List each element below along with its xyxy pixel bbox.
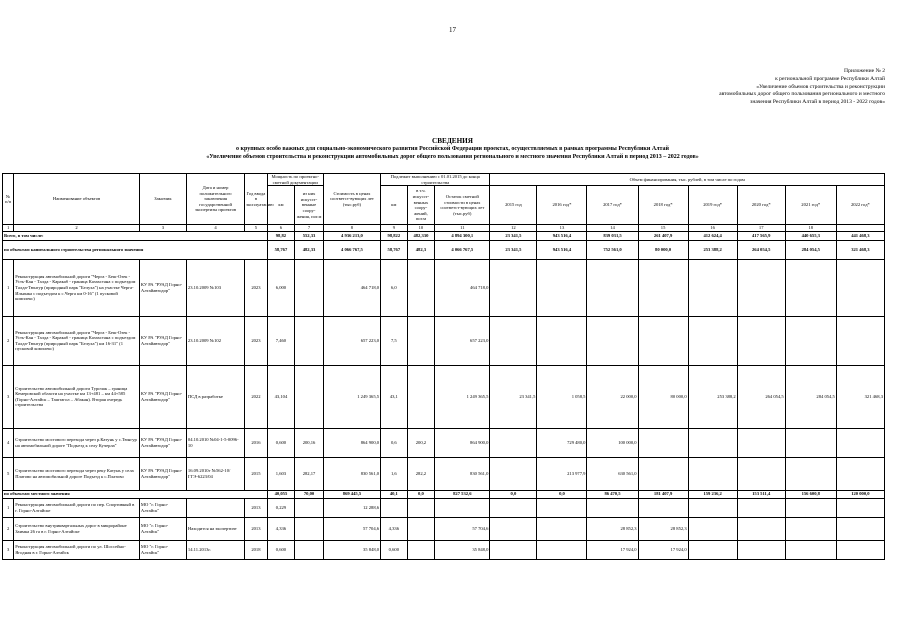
year-amount: 17 924,0 [587,540,638,559]
header-year-cell: 2021 год* [785,186,836,225]
header-year-cell: 2015 год [490,186,537,225]
header-cell: Год ввода в эксплуатацию [245,174,267,225]
year-amount: 284 054,5 [785,365,836,428]
year-amount: 100 000,0 [587,428,638,457]
header-cell: Подлежит выполнению с 01.01.2015 до конца строительства [381,174,490,186]
row-number: 2 [3,517,14,540]
column-number-cell: 13 [537,225,587,232]
year-amount [490,457,537,490]
project-km: 4,336 [267,517,295,540]
year-amount [537,259,587,316]
summary-value: 156 600,8 [785,490,836,498]
year-amount [737,517,785,540]
project-name: Строительство внутриквартальных дорог в микрорайоне Заимка 26 га в г. Горно-Алтайске [14,517,140,540]
header-cell: в т.ч. искусст-венных соору-жений, пог.м [407,186,435,225]
summary-value: 40,055 [267,490,295,498]
project-km: 0,600 [267,540,295,559]
header-cell: км [267,186,295,225]
project-year: 2016 [245,428,267,457]
summary-value: 264 054,5 [737,240,785,259]
summary-value: 58,767 [267,240,295,259]
header-cell: Дата и номер положительного заключения государственной экспертизы проектов [186,174,244,225]
summary-label: по объектам капитального строительства регионального значения [3,240,268,259]
summary-value: 869 445,5 [323,490,380,498]
summary-value: 70,00 [295,490,324,498]
remain-structures [407,540,435,559]
project-km: 7,460 [267,316,295,365]
project-structures [295,540,324,559]
document-subtitle: о крупных особо важных для социально-экономического развития Российской Федерации проектах, осуществляемых в рамках программы Республики Алтай [236,146,669,153]
document-subtitle: «Увеличение объемов строительства и реконструкции автомобильных дорог общего пользования регионального и местного значения Республики Алтай в период 2013 – 2022 годов» [206,154,699,161]
year-amount: 17 924,0 [638,540,688,559]
summary-value: 552,33 [295,231,324,240]
column-number-cell: 7 [295,225,324,232]
header-cell: Объем финансирования, тыс. рублей, в том числе по годам [490,174,885,186]
row-number: 2 [3,316,14,365]
column-number-cell: 2 [14,225,140,232]
remain-structures [407,498,435,517]
project-row [3,259,885,316]
header-year-cell: 2022 год* [836,186,884,225]
project-customer: КУ РА "РУАД Горно-Алтайавтодор" [139,457,186,490]
total-row [3,231,885,240]
project-expertise: 23.10.2009 №103 [186,259,244,316]
year-amount [688,316,737,365]
project-year: 2013 [245,517,267,540]
column-number-cell: 18 [785,225,836,232]
appendix-line: к региональной программе Республики Алтай [775,75,885,82]
project-row [3,540,885,559]
appendix-block [595,68,885,107]
year-amount: 28 852,3 [587,517,638,540]
year-amount [737,428,785,457]
project-expertise: Находится на экспертизе [186,517,244,540]
year-amount [638,428,688,457]
year-amount [490,259,537,316]
project-year: 2023 [245,316,267,365]
header-year-cell: 2018 год* [638,186,688,225]
header-cell: Заказчик [139,174,186,225]
column-number-cell: 15 [638,225,688,232]
summary-value: 482,3 [407,240,435,259]
year-amount [785,316,836,365]
year-amount [785,540,836,559]
year-amount: 630 561,0 [587,457,638,490]
header-cell: Наименование объектов [14,174,140,225]
project-name: Строительство мостового перехода через р.Катунь у с.Тюнгур на автомобильной дороге "Подъезд к селу Кучерла" [14,428,140,457]
remain-cost: 35 848,0 [435,540,490,559]
year-amount [638,498,688,517]
column-number-cell: 12 [490,225,537,232]
summary-value: 98,82 [267,231,295,240]
summary-value: 0,0 [407,490,435,498]
year-amount [688,428,737,457]
header-cell: км [381,186,408,225]
project-customer: МО "г. Горно-Алтайск" [139,540,186,559]
project-expertise: ПСД в разработке [186,365,244,428]
summary-value: 261 407,9 [638,231,688,240]
project-structures: 200,16 [295,428,324,457]
summary-value: 23 341,5 [490,240,537,259]
document-title: СВЕДЕНИЯ [432,137,473,145]
year-amount [836,498,884,517]
year-amount: 28 852,3 [638,517,688,540]
page-number: 17 [449,26,456,34]
project-name: Реконструкция автомобильной дороги по ул. Шоссейно-Ягодная в г. Горно-Алтайск [14,540,140,559]
project-customer: КУ РА "РУАД Горно-Алтайавтодор" [139,365,186,428]
project-structures [295,365,324,428]
summary-value: 839 031,5 [587,231,638,240]
project-structures [295,517,324,540]
remain-structures [407,365,435,428]
year-amount [688,259,737,316]
year-amount: 22 000,0 [587,365,638,428]
project-year: 2013 [245,498,267,517]
column-number-cell: 14 [587,225,638,232]
project-customer: КУ РА "РУАД Горно-Алтайавтодор" [139,428,186,457]
column-number-cell: 11 [435,225,490,232]
project-cost: 657 223,0 [323,316,380,365]
summary-value: 86 470,5 [587,490,638,498]
year-amount [836,259,884,316]
summary-value: 441 468,3 [836,231,884,240]
year-amount [490,540,537,559]
project-row [3,316,885,365]
year-amount [490,517,537,540]
year-amount [587,316,638,365]
year-amount [537,316,587,365]
remain-km: 1,6 [381,457,408,490]
summary-value: 0,0 [537,490,587,498]
year-amount [737,259,785,316]
summary-value: 159 236,2 [688,490,737,498]
year-amount [785,498,836,517]
summary-value: 482,33 [295,240,324,259]
project-customer: КУ РА "РУАД Горно-Алтайавтодор" [139,259,186,316]
project-cost: 1 249 365,5 [323,365,380,428]
projects-table [2,173,885,560]
remain-structures [407,259,435,316]
summary-value: 58,767 [381,240,408,259]
column-number-cell: 10 [407,225,435,232]
summary-value: 412 624,4 [688,231,737,240]
header-year-cell: 2019 год* [688,186,737,225]
remain-km [381,498,408,517]
summary-value: 943 516,4 [537,231,587,240]
project-cost: 12 288,6 [323,498,380,517]
year-amount [490,316,537,365]
summary-value: 321 468,3 [836,240,884,259]
year-amount: 264 054,5 [737,365,785,428]
year-amount [638,259,688,316]
year-amount [537,517,587,540]
year-amount [737,316,785,365]
project-km: 6,000 [267,259,295,316]
year-amount [785,517,836,540]
row-number: 3 [3,365,14,428]
year-amount [537,498,587,517]
summary-value: 4 936 213,0 [323,231,380,240]
column-number-cell: 1 [3,225,14,232]
year-amount [836,316,884,365]
remain-cost: 657 223,0 [435,316,490,365]
header-year-cell: 2016 год* [537,186,587,225]
project-year: 2023 [245,259,267,316]
remain-cost: 830 561,0 [435,457,490,490]
appendix-line: автомобильных дорог общего пользования регионального и местного [719,91,885,98]
project-cost: 464 718,0 [323,259,380,316]
project-name: Реконструкция автомобильной дороги по пер. Спортивный в г. Горно-Алтайске [14,498,140,517]
header-cell: № п/п [3,174,14,225]
summary-label: по объектам местного значения [3,490,268,498]
year-amount [836,457,884,490]
year-amount: 253 388,2 [688,365,737,428]
year-amount [737,540,785,559]
project-row [3,517,885,540]
year-amount [638,316,688,365]
summary-value: 943 516,4 [537,240,587,259]
project-year: 2018 [245,540,267,559]
remain-cost: 464 718,0 [435,259,490,316]
column-number-cell: 9 [381,225,408,232]
remain-cost [435,498,490,517]
row-number: 1 [3,259,14,316]
remain-km: 0,6 [381,428,408,457]
summary-value: 482,330 [407,231,435,240]
project-expertise: 04.10.2010 №04-1-5-0096-10 [186,428,244,457]
remain-structures: 200,2 [407,428,435,457]
remain-structures [407,517,435,540]
column-number-cell: 6 [267,225,295,232]
project-name: Реконструкция автомобильной дороги "Черга - Беш-Озек - Усть-Кан - Талда - Каракаб - граница Казахстана с подъездом Талда-Тюнгур (природный парк "Белуха") на участке Черга-Ильинка с подъездом к с.Черга км 0-16" (1 пусковой комплекс) [14,259,140,316]
remain-cost: 1 249 365,5 [435,365,490,428]
year-amount [785,259,836,316]
summary-value: 80 000,0 [638,240,688,259]
header-cell: Стоимость в ценах соответст-вующих лет (тыс.руб) [323,174,380,225]
summary-value: 0,0 [490,490,537,498]
summary-value: 4 066 767,5 [435,240,490,259]
header-cell: из них искусст-венные соору-жения, пог.м [295,186,324,225]
project-cost: 35 848,0 [323,540,380,559]
year-amount [737,457,785,490]
year-amount [638,457,688,490]
year-amount [836,428,884,457]
summary-value: 417 565,9 [737,231,785,240]
year-amount [688,457,737,490]
project-expertise [186,498,244,517]
header-year-cell: 2020 год* [737,186,785,225]
column-number-cell: 8 [323,225,380,232]
summary-value: 4 894 300,1 [435,231,490,240]
project-km: 0,600 [267,428,295,457]
project-km: 43,104 [267,365,295,428]
project-row [3,365,885,428]
year-amount [688,498,737,517]
summary-value: 752 561,0 [587,240,638,259]
project-km: 0,229 [267,498,295,517]
project-customer: МО "г. Горно-Алтайск" [139,517,186,540]
project-structures [295,259,324,316]
year-amount [587,259,638,316]
project-row [3,428,885,457]
summary-value: 253 388,2 [688,240,737,259]
remain-cost: 57 704,6 [435,517,490,540]
column-number-cell [836,225,884,232]
year-amount [537,540,587,559]
project-expertise: 16.09.2010г №562-10/ГГЭ-6223/04 [186,457,244,490]
project-structures [295,316,324,365]
summary-value: 4 066 767,5 [323,240,380,259]
project-structures [295,498,324,517]
summary-value: 153 511,4 [737,490,785,498]
year-amount: 80 000,0 [638,365,688,428]
remain-km: 43,1 [381,365,408,428]
remain-cost: 864 900,0 [435,428,490,457]
year-amount [688,540,737,559]
year-amount: 321 468,3 [836,365,884,428]
appendix-line: Приложение № 2 [844,68,885,74]
column-number-cell: 3 [139,225,186,232]
capital-row [3,240,885,259]
project-row [3,498,885,517]
project-cost: 57 704,6 [323,517,380,540]
project-customer: МО "г. Горно-Алтайск" [139,498,186,517]
year-amount: 1 058,5 [537,365,587,428]
appendix-line: значения Республики Алтай в период 2013 - 2022 годов» [750,99,885,106]
summary-label: Всего, в том числе: [3,231,268,240]
header-cell: Мощность по проектно-сметной документации [267,174,323,186]
header-year-cell: 2017 год* [587,186,638,225]
row-number: 5 [3,457,14,490]
remain-structures [407,316,435,365]
column-number-cell: 17 [737,225,785,232]
project-name: Строительство автомобильной дороги Турочак – граница Кемеровской области на участке км 13+481 – км 44+585 (Горно-Алтайск – Таштагол – Абакан). Вторая очередь строительства [14,365,140,428]
summary-value: 98,822 [381,231,408,240]
project-expertise: 14.11.2013г. [186,540,244,559]
year-amount [490,498,537,517]
column-number-row [3,225,885,232]
column-number-cell: 5 [245,225,267,232]
remain-km: 6,0 [381,259,408,316]
year-amount [836,517,884,540]
year-amount [587,498,638,517]
project-expertise: 23.10.2009 №102 [186,316,244,365]
year-amount [836,540,884,559]
column-number-cell: 16 [688,225,737,232]
remain-km: 0,600 [381,540,408,559]
project-km: 1,603 [267,457,295,490]
summary-value: 440 655,3 [785,231,836,240]
remain-km: 4,336 [381,517,408,540]
document-heading [0,137,905,162]
row-number: 4 [3,428,14,457]
header-cell: Остаток сметной стоимости в ценах соответст-вующих лет (тыс.руб) [435,186,490,225]
year-amount: 729 480,0 [537,428,587,457]
year-amount [785,428,836,457]
summary-value: 40,1 [381,490,408,498]
project-cost: 864 900,0 [323,428,380,457]
project-structures: 282,17 [295,457,324,490]
year-amount [737,498,785,517]
remain-structures: 282,2 [407,457,435,490]
remain-km: 7,5 [381,316,408,365]
summary-value: 23 341,5 [490,231,537,240]
appendix-line: «Увеличение объемов строительства и реконструкции [756,83,885,90]
local-row [3,490,885,498]
project-name: Реконструкция автомобильной дороги "Черга - Беш-Озек - Усть-Кан - Талда - Каракаб - граница Казахстана с подъездом Талда-Тюнгур (природный парк "Белуха") км 16-31" (1 пусковой комплекс) [14,316,140,365]
project-cost: 830 561,0 [323,457,380,490]
row-number: 1 [3,498,14,517]
year-amount [490,428,537,457]
project-row [3,457,885,490]
project-customer: КУ РА "РУАД Горно-Алтайавтодор" [139,316,186,365]
project-name: Строительство мостового перехода через реку Катунь у села Платово на автомобильной дороге Подъезд к с.Платово [14,457,140,490]
year-amount [688,517,737,540]
project-year: 2015 [245,457,267,490]
year-amount [785,457,836,490]
row-number: 3 [3,540,14,559]
year-amount: 213 977,9 [537,457,587,490]
summary-value: 120 000,0 [836,490,884,498]
column-number-cell: 4 [186,225,244,232]
summary-value: 181 407,9 [638,490,688,498]
summary-value: 284 054,5 [785,240,836,259]
project-year: 2022 [245,365,267,428]
year-amount: 23 341,5 [490,365,537,428]
summary-value: 827 532,6 [435,490,490,498]
